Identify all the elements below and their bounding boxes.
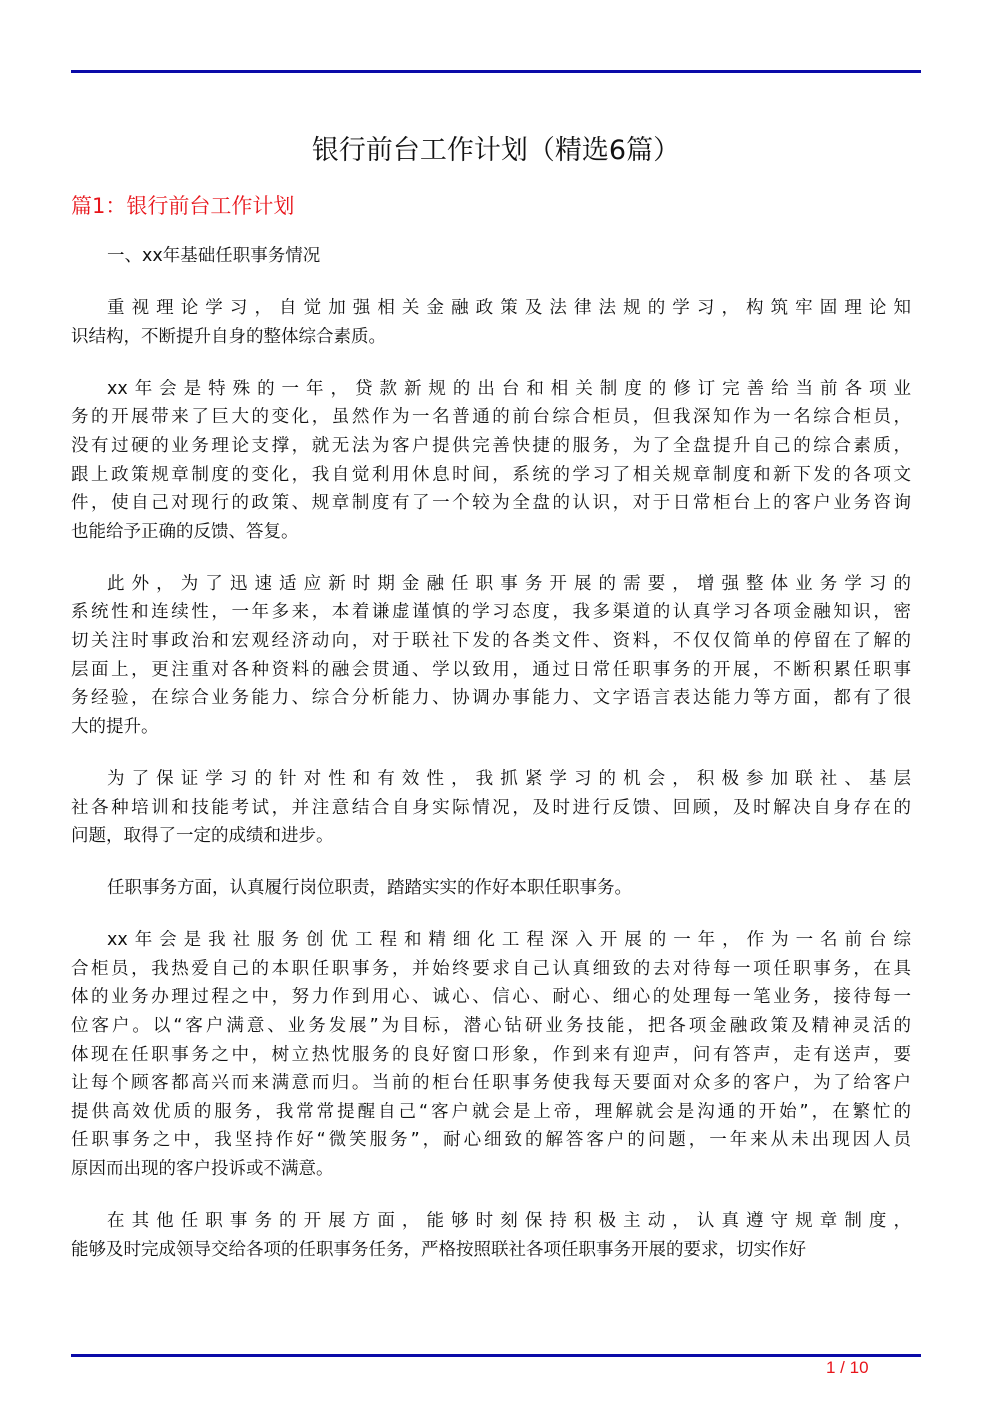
text-line: 大的提升。 [71,716,159,737]
text-line: 也能给予正确的反馈、答复。 [71,521,299,542]
text-line: 位客户。以“客户满意、业务发展”为目标，潜心钻研业务技能，把各项金融政策及精神灵活的 [71,1016,911,1037]
section-heading: 篇1：银行前台工作计划 [71,194,295,218]
text-line: 切关注时事政治和宏观经济动向，对于联社下发的各类文件、资料，不仅仅简单的停留在了解的 [71,631,911,652]
paragraph [71,375,911,547]
text-line: 层面上，更注重对各种资料的融会贯通、学以致用，通过日常任职事务的开展，不断积累任职事 [71,659,911,680]
page-number: 1 / 10 [826,1358,869,1377]
paragraph [71,242,911,271]
paragraph [71,1207,911,1264]
text-line: 务的开展带来了巨大的变化，虽然作为一名普通的前台综合柜员，但我深知作为一名综合柜员， [71,407,911,428]
text-line: 体的业务办理过程之中，努力作到用心、诚心、信心、耐心、细心的处理每一笔业务，接待每一 [71,987,911,1008]
text-line: 让每个顾客都高兴而来满意而归。当前的柜台任职事务使我每天要面对众多的客户，为了给客户 [71,1073,911,1094]
text-line: 能够及时完成领导交给各项的任职事务任务，严格按照联社各项任职事务开展的要求，切实作好 [71,1239,806,1260]
text-line: 系统性和连续性，一年多来，本着谦虚谨慎的学习态度，我多渠道的认真学习各项金融知识，密 [71,602,911,623]
text-line: 在其他任职事务的开展方面，能够时刻保持积极主动，认真遵守规章制度， [107,1211,911,1232]
text-line: 重视理论学习，自觉加强相关金融政策及法律法规的学习，构筑牢固理论知 [107,298,911,319]
document-title: 银行前台工作计划（精选6篇） [311,135,681,166]
text-line: xx年会是特殊的一年，贷款新规的出台和相关制度的修订完善给当前各项业 [107,378,911,399]
text-line: 件，使自己对现行的政策、规章制度有了一个较为全盘的认识，对于日常柜台上的客户业务咨询 [71,493,911,514]
text-line: 任职事务之中，我坚持作好“微笑服务”，耐心细致的解答客户的问题，一年来从未出现因人员 [71,1130,911,1151]
paragraph [71,874,911,903]
paragraph [71,765,911,851]
text-line: xx年会是我社服务创优工程和精细化工程深入开展的一年，作为一名前台综 [107,930,911,951]
text-line: 合柜员，我热爱自己的本职任职事务，并始终要求自己认真细致的去对待每一项任职事务，在具 [71,958,911,979]
text-line: 提供高效优质的服务，我常常提醒自己“客户就会是上帝，理解就会是沟通的开始”，在繁忙的 [71,1101,911,1122]
text-line: 为了保证学习的针对性和有效性，我抓紧学习的机会，积极参加联社、基层 [107,768,911,789]
text-line: 任职事务方面，认真履行岗位职责，踏踏实实的作好本职任职事务。 [107,878,632,899]
text-line: 社各种培训和技能考试，并注意结合自身实际情况，及时进行反馈、回顾，及时解决自身存在的 [71,797,911,818]
paragraph [71,570,911,742]
footer-rule [71,1354,921,1357]
text-line: 务经验，在综合业务能力、综合分析能力、协调办事能力、文字语言表达能力等方面，都有了很 [71,688,911,709]
text-line: 没有过硬的业务理论支撑，就无法为客户提供完善快捷的服务，为了全盘提升自己的综合素质， [71,435,911,456]
text-line: 体现在任职事务之中，树立热忱服务的良好窗口形象，作到来有迎声，问有答声，走有送声，要 [71,1044,911,1065]
text-line: 一、xx年基础任职事务情况 [107,246,321,266]
text-line: 问题，取得了一定的成绩和进步。 [71,826,334,847]
paragraph [71,926,911,1183]
paragraph [71,294,911,351]
text-line: 原因而出现的客户投诉或不满意。 [71,1159,334,1180]
header-rule [71,70,921,73]
text-line: 此外，为了迅速适应新时期金融任职事务开展的需要，增强整体业务学习的 [107,573,911,594]
text-line: 跟上政策规章制度的变化，我自觉利用休息时间，系统的学习了相关规章制度和新下发的各项文 [71,464,911,485]
text-line: 识结构，不断提升自身的整体综合素质。 [71,326,386,347]
document-body [71,242,911,1288]
